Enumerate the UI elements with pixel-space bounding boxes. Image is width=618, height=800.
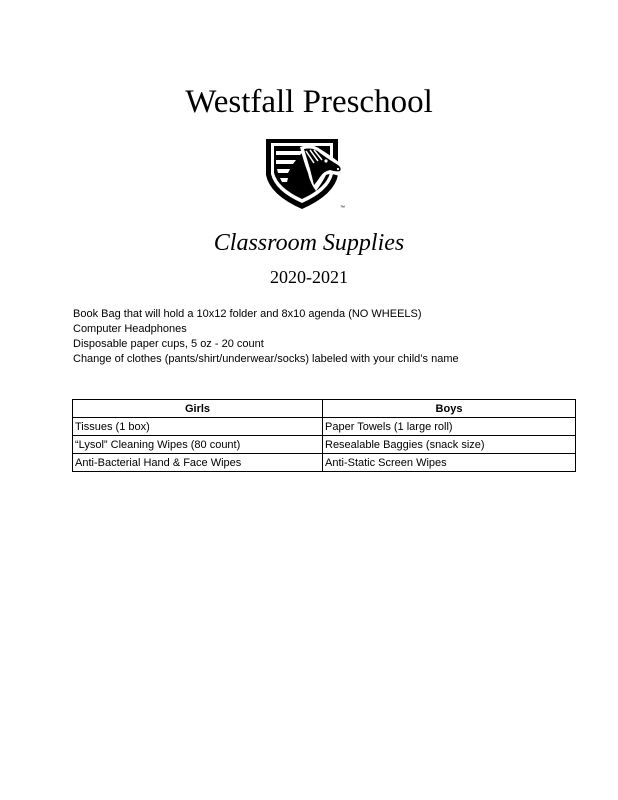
table-row	[73, 436, 576, 454]
girls-boys-supplies-table	[72, 399, 576, 472]
list-item: Book Bag that will hold a 10x12 folder and 8x10 agenda (NO WHEELS)	[73, 308, 422, 320]
trademark-mark: ™	[340, 205, 345, 211]
list-item: Computer Headphones	[73, 323, 187, 335]
girls-column-header: Girls	[73, 400, 323, 418]
table-row	[73, 454, 576, 472]
logo-graphic	[260, 133, 360, 213]
school-year: 2020-2021	[270, 267, 348, 287]
list-item: Change of clothes (pants/shirt/underwear/socks) labeled with your child’s name	[73, 353, 459, 365]
list-item: Disposable paper cups, 5 oz - 20 count	[73, 338, 264, 350]
mustang-horse-shield-icon	[260, 133, 360, 213]
school-title: Westfall Preschool	[185, 84, 433, 120]
table-header-row	[73, 400, 576, 418]
boys-cell: Paper Towels (1 large roll)	[323, 418, 576, 436]
boys-cell: Anti-Static Screen Wipes	[323, 454, 576, 472]
boys-cell: Resealable Baggies (snack size)	[323, 436, 576, 454]
girls-cell: Tissues (1 box)	[73, 418, 323, 436]
girls-cell: “Lysol” Cleaning Wipes (80 count)	[73, 436, 323, 454]
boys-column-header: Boys	[323, 400, 576, 418]
girls-cell: Anti-Bacterial Hand & Face Wipes	[73, 454, 323, 472]
general-supplies-list	[73, 307, 459, 367]
page-subtitle: Classroom Supplies	[213, 230, 405, 256]
table-row	[73, 418, 576, 436]
